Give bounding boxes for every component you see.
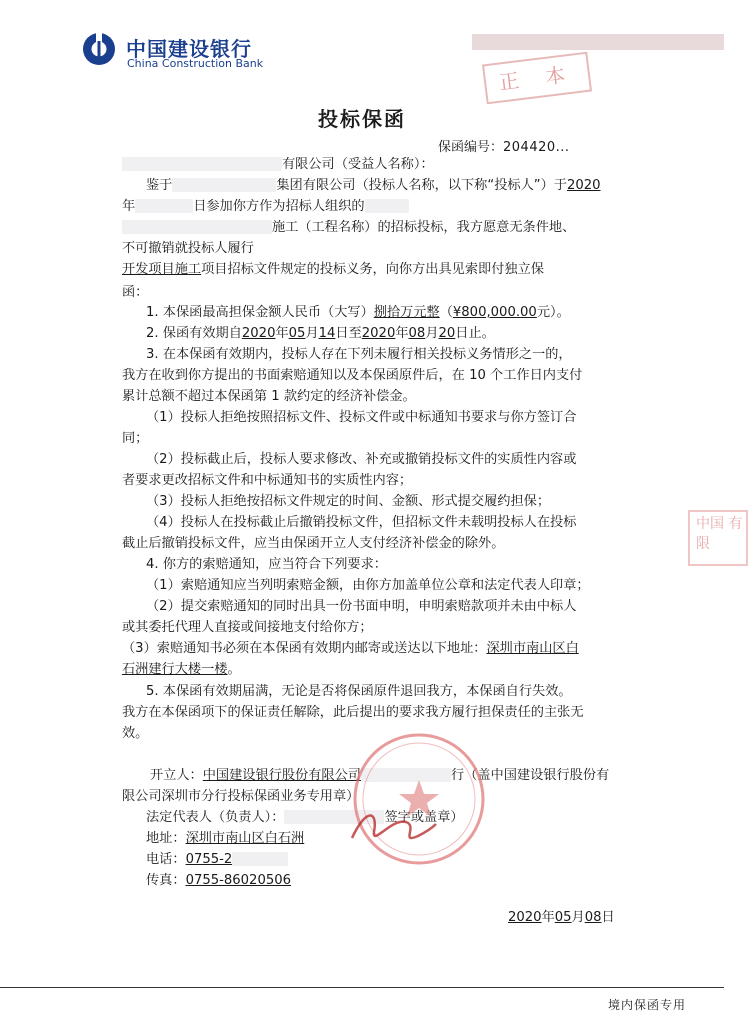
body-line: 不可撤销就投标人履行 [122, 241, 254, 256]
sub-clause: （1）投标人拒绝按照招标文件、投标文件或中标通知书要求与你方签订合 [146, 410, 577, 425]
doc-number [438, 136, 570, 155]
original-copy-stamp: 正 本 [482, 52, 592, 105]
body-line: 鉴于 集团有限公司（投标人名称，以下称“投标人”）于2020 [146, 178, 601, 193]
issuer-line: 限公司深圳市分行投标保函业务专用章） [122, 789, 360, 804]
doc-number-value: 204420... [503, 140, 570, 155]
sub-clause: （3）索赔通知书必须在本保函有效期内邮寄或送达以下地址：深圳市南山区白 [122, 641, 579, 656]
sub-clause: （2）提交索赔通知的同时出具一份书面申明，申明索赔款项并未由中标人 [146, 599, 577, 614]
body-line: 或其委托代理人直接或间接地支付给你方； [122, 620, 373, 635]
redaction [135, 199, 193, 213]
body-line: 开发项目施工项目招标文件规定的投标义务，向你方出具见索即付独立保 [122, 262, 544, 277]
doc-number-label: 保函编号： [438, 140, 504, 155]
body-line: 函： [122, 285, 149, 300]
clause-5: 5. 本保函有效期届满，无论是否将保函原件退回我方，本保函自行失效。 [146, 684, 572, 699]
redaction [172, 178, 276, 192]
fax-line: 传真：0755-86020506 [146, 873, 292, 888]
body-line: 年 日参加你方作为招标人组织的 [122, 197, 409, 217]
clause-2: 2. 保函有效期自2020年05月14日至2020年08月20日止。 [146, 326, 495, 341]
page-title: 投标保函 [318, 107, 406, 131]
signature-icon [348, 798, 438, 858]
body-line: 施工（工程名称）的招标投标，我方愿意无条件地、 [122, 218, 575, 238]
ccb-logo-icon [82, 32, 116, 66]
legal-rep-line: 法定代表人（负责人）： 签字或盖章） [146, 810, 464, 825]
beneficiary-line: 有限公司（受益人名称）： [122, 155, 434, 175]
phone-line: 电话：0755-2 [146, 850, 288, 870]
redaction [232, 852, 288, 866]
body-line: 同； [122, 431, 149, 446]
sub-clause: （1）索赔通知应当列明索赔金额，由你方加盖单位公章和法定代表人印章； [146, 578, 590, 593]
clause-1: 1. 本保函最高担保金额人民币（大写）捌拾万元整（¥800,000.00元）。 [146, 305, 570, 320]
body-line: 累计总额不超过本保函第 1 款约定的经济补偿金。 [122, 389, 416, 404]
side-stamp: 中国 有限 [688, 510, 748, 566]
body-line: 效。 [122, 726, 149, 741]
body-line: 者要求更改招标文件和中标通知书的实质性内容； [122, 473, 413, 488]
body-line: 我方在收到你方提出的书面索赔通知以及本保函原件后，在 10 个工作日内支付 [122, 368, 583, 383]
body-line: 截止后撤销投标文件，应当由保函开立人支付经济补偿金的除外。 [122, 536, 505, 551]
issue-date: 2020年05月08日 [508, 910, 615, 925]
body-line: 我方在本保函项下的保证责任解除，此后提出的要求我方履行担保责任的主张无 [122, 705, 584, 720]
sub-clause: （4）投标人在投标截止后撤销投标文件，但招标文件未载明投标人在投标 [146, 515, 577, 530]
redaction [365, 199, 409, 213]
bank-name-cn: 中国建设银行 [126, 37, 252, 61]
footer-label: 境内保函专用 [608, 998, 687, 1012]
sub-clause: （3）投标人拒绝按招标文件规定的时间、金额、形式提交履约担保； [146, 494, 551, 509]
clause-4: 4. 你方的索赔通知，应当符合下列要求： [146, 557, 387, 572]
footer-divider [0, 987, 724, 988]
header-redaction-bar [472, 34, 724, 50]
bank-name-en: China Construction Bank [127, 57, 264, 70]
clause-3: 3. 在本保函有效期内，投标人存在下列未履行相关投标义务情形之一的， [146, 347, 572, 362]
body-line: 石洲建行大楼一楼。 [122, 662, 241, 677]
redaction [122, 157, 282, 171]
issuer-line: 开立人：中国建设银行股份有限公司 行（盖中国建设银行股份有 [150, 768, 610, 783]
address-line: 地址：深圳市南山区白石洲 [146, 831, 305, 846]
sub-clause: （2）投标截止后，投标人要求修改、补充或撤销投标文件的实质性内容或 [146, 452, 577, 467]
redaction [122, 220, 272, 234]
